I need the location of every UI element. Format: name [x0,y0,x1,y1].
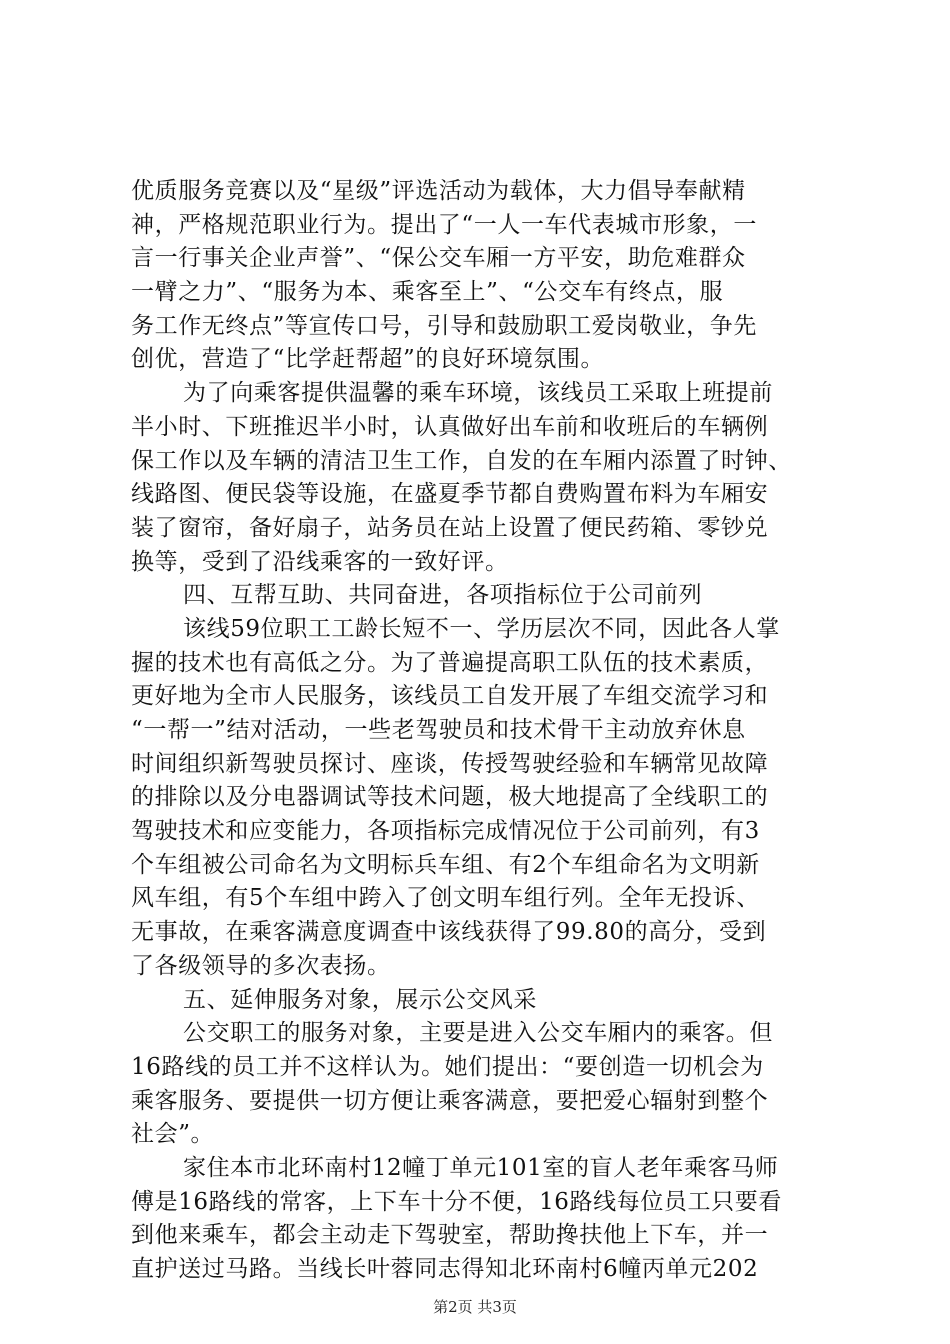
text-line: 半小时、下班推迟半小时，认真做好出车前和收班后的车辆例 [131,413,769,440]
text-line: 公交职工的服务对象，主要是进入公交车厢内的乘客。但 [183,1020,773,1047]
text-line: 到他来乘车，都会主动走下驾驶室，帮助搀扶他上下车，并一 [131,1222,769,1249]
page-footer: 第2页 共3页 [433,1298,517,1316]
text-line: 线路图、便民袋等设施，在盛夏季节都自费购置布料为车厢安 [131,481,769,508]
text-line: 为了向乘客提供温馨的乘车环境，该线员工采取上班提前 [183,380,773,407]
text-line: 装了窗帘，备好扇子，站务员在站上设置了便民药箱、零钞兑 [131,514,769,541]
text-line: 言一行事关企业声誉”、“保公交车厢一方平安，助危难群众 [131,245,746,272]
text-line: 16路线的员工并不这样认为。她们提出：“要创造一切机会为 [131,1053,764,1080]
text-line: 了各级领导的多次表扬。 [131,952,391,979]
text-line: 乘客服务、要提供一切方便让乘客满意，要把爱心辐射到整个 [131,1087,769,1114]
text-line: 驾驶技术和应变能力，各项指标完成情况位于公司前列，有3 [131,818,760,845]
text-line: 风车组，有5个车组中跨入了创文明车组行列。全年无投诉、 [131,885,760,912]
document-body [131,175,831,1287]
text-line: 换等，受到了沿线乘客的一致好评。 [131,548,509,575]
text-line: 四、互帮互助、共同奋进，各项指标位于公司前列 [183,582,703,609]
text-line: 务工作无终点”等宣传口号，引导和鼓励职工爱岗敬业，争先 [131,312,757,339]
text-line: 更好地为全市人民服务，该线员工自发开展了车组交流学习和 [131,683,769,710]
text-line: 无事故，在乘客满意度调查中该线获得了99.80的高分，受到 [131,919,767,946]
text-line: 一臂之力”、“服务为本、乘客至上”、“公交车有终点，服 [131,279,724,306]
text-line: 直护送过马路。当线长叶蓉同志得知北环南村6幢丙单元202 [131,1256,759,1282]
text-line: 神，严格规范职业行为。提出了“一人一车代表城市形象，一 [131,211,757,238]
text-line: 的排除以及分电器调试等技术问题，极大地提高了全线职工的 [131,784,769,811]
text-line: 该线59位职工工龄长短不一、学历层次不同，因此各人掌 [183,615,780,642]
text-line: 家住本市北环南村12幢丁单元101室的盲人老年乘客马师 [183,1154,779,1181]
text-line: 时间组织新驾驶员探讨、座谈，传授驾驶经验和车辆常见故障 [131,750,769,777]
text-line: 创优，营造了“比学赶帮超”的良好环境氛围。 [131,346,605,373]
text-line: “一帮一”结对活动，一些老驾驶员和技术骨干主动放弃休息 [131,717,746,743]
text-line: 握的技术也有高低之分。为了普遍提高职工队伍的技术素质， [131,649,769,676]
text-line: 傅是16路线的常客，上下车十分不便，16路线每位员工只要看 [131,1188,782,1215]
text-line: 优质服务竞赛以及“星级”评选活动为载体，大力倡导奉献精 [131,178,746,204]
text-line: 五、延伸服务对象，展示公交风采 [183,986,537,1013]
text-line: 保工作以及车辆的清洁卫生工作，自发的在车厢内添置了时钟、 [131,447,792,474]
text-line: 个车组被公司命名为文明标兵车组、有2个车组命名为文明新 [131,851,760,878]
text-line: 社会”。 [131,1121,215,1148]
